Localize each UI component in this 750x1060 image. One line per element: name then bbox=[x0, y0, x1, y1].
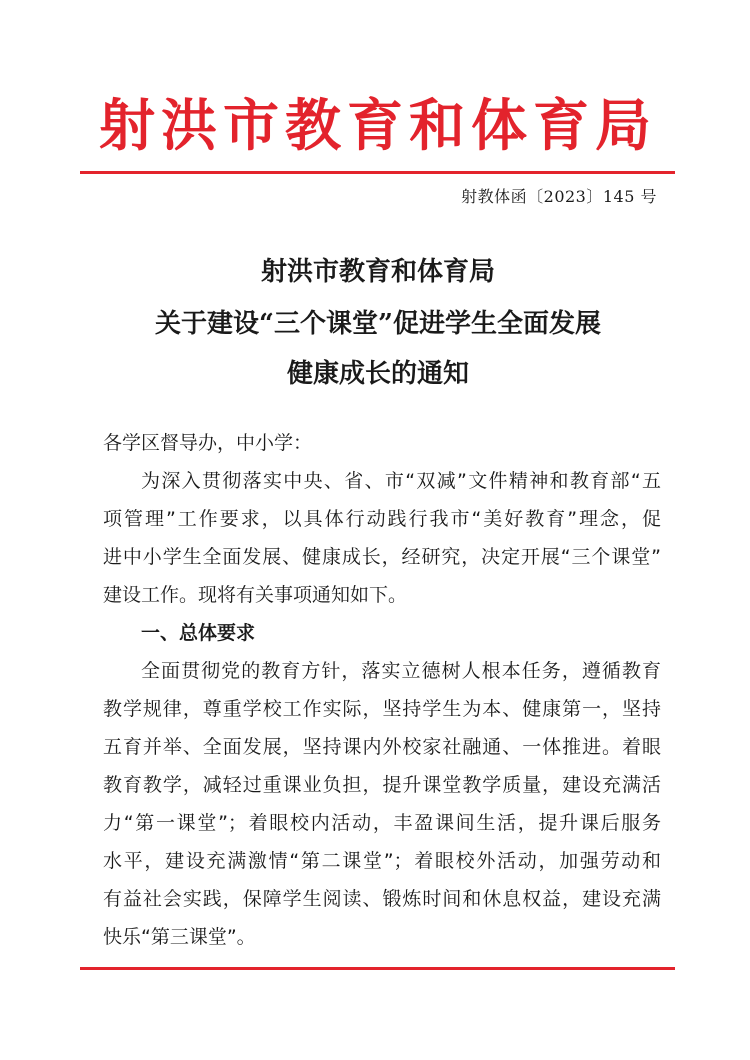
intro-line: 为深入贯彻落实中央、省、市“双减”文件精神和教育部“五 bbox=[141, 470, 661, 492]
section-line: 水平，建设充满激情“第二课堂”；着眼校外活动，加强劳动和 bbox=[103, 850, 661, 872]
section-heading: 一、总体要求 bbox=[141, 622, 256, 644]
masthead-agency-name: 射洪市教育和体育局 bbox=[99, 93, 657, 159]
section-line: 五育并举、全面发展，坚持课内外校家社融通、一体推进。着眼 bbox=[103, 736, 661, 758]
title-line-2: 关于建设“三个课堂”促进学生全面发展 bbox=[155, 309, 601, 339]
document-number: 射教体函〔2023〕145 号 bbox=[461, 187, 657, 206]
intro-line: 进中小学生全面发展、健康成长，经研究，决定开展“三个课堂” bbox=[103, 546, 661, 568]
section-line: 全面贯彻党的教育方针，落实立德树人根本任务，遵循教育 bbox=[141, 660, 661, 682]
salutation: 各学区督导办，中小学： bbox=[103, 432, 313, 454]
section-line: 快乐“第三课堂”。 bbox=[103, 926, 256, 948]
intro-line: 建设工作。现将有关事项通知如下。 bbox=[103, 584, 408, 606]
section-line: 教学规律，尊重学校工作实际，坚持学生为本、健康第一，坚持 bbox=[103, 698, 661, 720]
intro-line: 项管理”工作要求，以具体行动践行我市“美好教育”理念，促 bbox=[103, 508, 661, 530]
title-line-1: 射洪市教育和体育局 bbox=[260, 257, 495, 287]
title-line-3: 健康成长的通知 bbox=[286, 359, 469, 389]
section-line: 力“第一课堂”；着眼校内活动，丰盈课间生活，提升课后服务 bbox=[103, 812, 661, 834]
section-line: 有益社会实践，保障学生阅读、锻炼时间和休息权益，建设充满 bbox=[103, 888, 661, 910]
masthead-red-rule bbox=[80, 171, 675, 174]
footer-red-rule bbox=[80, 967, 675, 970]
section-line: 教育教学，减轻过重课业负担，提升课堂教学质量，建设充满活 bbox=[103, 774, 661, 796]
